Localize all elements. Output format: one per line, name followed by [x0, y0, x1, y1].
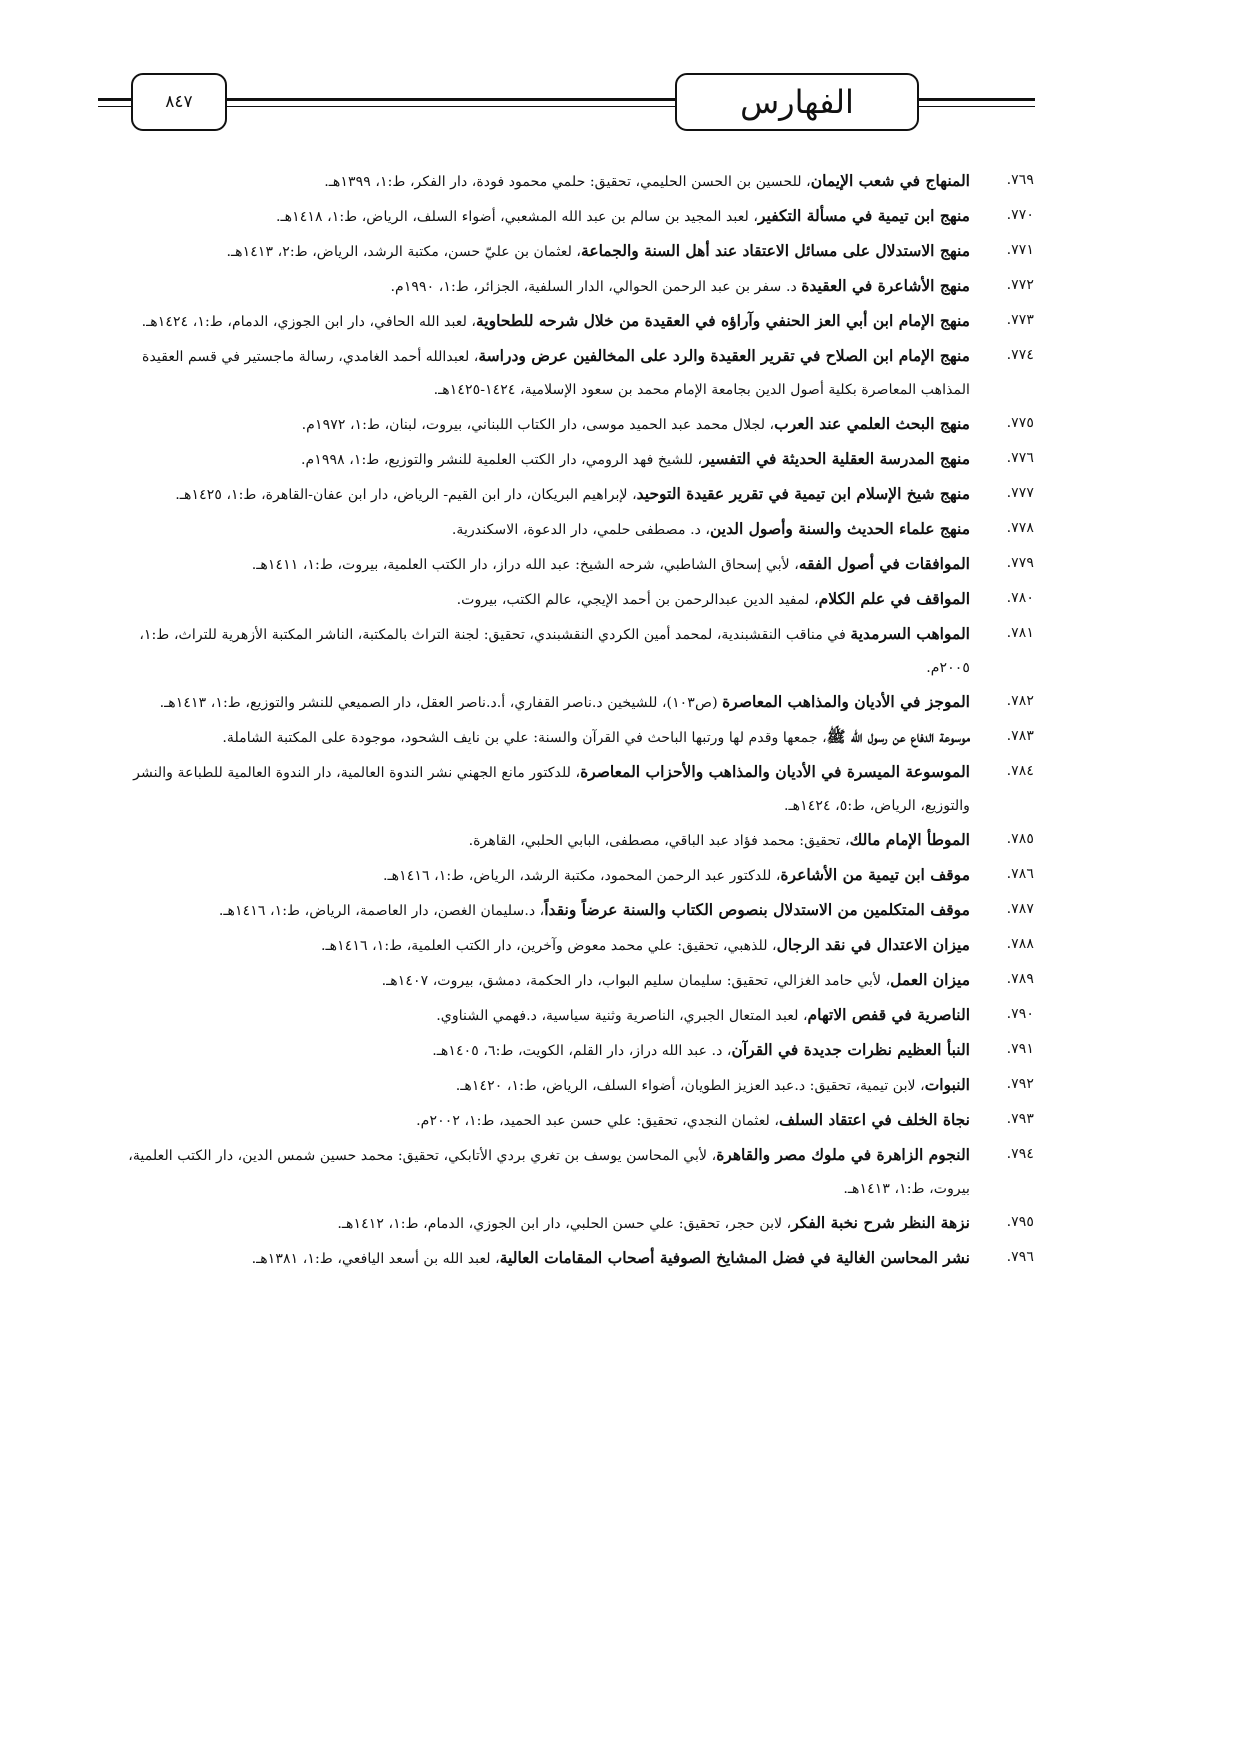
entry-number: ٧٨١. — [1006, 625, 1034, 641]
entry-number: ٧٧٣. — [1006, 312, 1034, 328]
entry-number: ٧٨٠. — [1006, 590, 1034, 606]
entry-details: ، للحسين بن الحسن الحليمي، تحقيق: حلمي محمود فودة، دار الفكر، ط:١، ١٣٩٩هـ. — [324, 174, 811, 190]
entry-details: ، لمفيد الدين عبدالرحمن بن أحمد الإيجي، عالم الكتب، بيروت. — [456, 592, 819, 608]
entry-title: منهج الإمام ابن أبي العز الحنفي وآراؤه في العقيدة من خلال شرحه للطحاوية — [476, 311, 970, 330]
entry-number: ٧٩١. — [1006, 1041, 1034, 1057]
entry-title: نشر المحاسن الغالية في فضل المشايخ الصوفية أصحاب المقامات العالية — [499, 1248, 970, 1267]
entry-number: ٧٨٦. — [1006, 866, 1034, 882]
bibliography-list — [94, 164, 1034, 1276]
entry-details: ، للشيخ فهد الرومي، دار الكتب العلمية للنشر والتوزيع، ط:١، ١٩٩٨م. — [300, 452, 703, 468]
entry-title: المواقف في علم الكلام — [818, 589, 970, 608]
entry-number: ٧٩٥. — [1006, 1214, 1034, 1230]
entry-title: ميزان العمل — [890, 970, 970, 989]
entry-details: ، لعبد الله بن أسعد اليافعي، ط:١، ١٣٨١هـ. — [251, 1251, 500, 1267]
entry-title: منهج ابن تيمية في مسألة التكفير — [757, 206, 970, 225]
entry-details: ، لعبد الله الحافي، دار ابن الجوزي، الدمام، ط:١، ١٤٢٤هـ. — [141, 314, 477, 330]
entry-title: الناصرية في قفص الاتهام — [807, 1005, 970, 1024]
entry-number: ٧٨٧. — [1006, 901, 1034, 917]
entry-details: ، للدكتور عبد الرحمن المحمود، مكتبة الرشد، الرياض، ط:١، ١٤١٦هـ. — [382, 868, 781, 884]
entry-title: موسوعة الدفاع عن رسول الله ﷺ — [826, 727, 970, 746]
entry-number: ٧٧٢. — [1006, 277, 1034, 293]
entry-number: ٧٧٤. — [1006, 347, 1034, 363]
list-item — [94, 582, 1034, 617]
list-item — [94, 1033, 1034, 1068]
entry-title: منهج الاستدلال على مسائل الاعتقاد عند أهل السنة والجماعة — [581, 241, 970, 260]
entry-number: ٧٧٥. — [1006, 415, 1034, 431]
entry-details: ، د. عبد الله دراز، دار القلم، الكويت، ط:٦، ١٤٠٥هـ. — [432, 1043, 732, 1059]
list-item — [94, 1068, 1034, 1103]
entry-number: ٧٨٢. — [1006, 693, 1034, 709]
page-number-box — [131, 73, 227, 131]
entry-title: موقف المتكلمين من الاستدلال بنصوص الكتاب والسنة عرضاً ونقداً — [544, 900, 970, 919]
entry-details: ، لأبي المحاسن يوسف بن تغري بردي الأتابكي، تحقيق: محمد حسين شمس الدين، دار الكتب العلمية، بيروت، ط:١، ١٤١٣هـ. — [128, 1148, 970, 1197]
entry-details: د. سفر بن عبد الرحمن الحوالي، الدار السلفية، الجزائر، ط:١، ١٩٩٠م. — [390, 279, 802, 295]
entry-title: النبأ العظيم نظرات جديدة في القرآن — [731, 1040, 970, 1059]
entry-number: ٧٩٠. — [1006, 1006, 1034, 1022]
list-item — [94, 442, 1034, 477]
entry-details: ، د. مصطفى حلمي، دار الدعوة، الاسكندرية. — [451, 522, 710, 538]
entry-number: ٧٨٥. — [1006, 831, 1034, 847]
entry-details: ، للذهبي، تحقيق: علي محمد معوض وآخرين، دار الكتب العلمية، ط:١، ١٤١٦هـ. — [320, 938, 777, 954]
list-item — [94, 755, 1034, 823]
entry-details: ، لعبد المجيد بن سالم بن عبد الله المشعبي، أضواء السلف، الرياض، ط:١، ١٤١٨هـ. — [275, 209, 758, 225]
entry-details: ، لعبدالله أحمد الغامدي، رسالة ماجستير في قسم العقيدة المذاهب المعاصرة بكلية أصول الدين بجامعة الإمام محمد بن سعود الإسلامية، ١٤٢٤-١٤٢٥هـ. — [142, 349, 970, 398]
list-item — [94, 1241, 1034, 1276]
entry-number: ٧٩٤. — [1006, 1146, 1034, 1162]
entry-title: منهج شيخ الإسلام ابن تيمية في تقرير عقيدة التوحيد — [636, 484, 970, 503]
entry-title: الموسوعة الميسرة في الأديان والمذاهب والأحزاب المعاصرة — [580, 762, 970, 781]
section-title-box — [675, 73, 919, 131]
entry-number: ٧٧١. — [1006, 242, 1034, 258]
list-item — [94, 928, 1034, 963]
entry-title: ميزان الاعتدال في نقد الرجال — [776, 935, 970, 954]
list-item — [94, 407, 1034, 442]
entry-details: ، لأبي إسحاق الشاطبي، شرحه الشيخ: عبد الله دراز، دار الكتب العلمية، بيروت، ط:١، ١٤١١هـ. — [251, 557, 799, 573]
entry-number: ٧٨٣. — [1006, 728, 1034, 744]
entry-title: النبوات — [924, 1075, 970, 1094]
entry-number: ٧٩٣. — [1006, 1111, 1034, 1127]
entry-details: ، جمعها وقدم لها ورتبها الباحث في القرآن والسنة: علي بن نايف الشحود، موجودة على المكتبة الشاملة. — [222, 730, 827, 746]
entry-title: النجوم الزاهرة في ملوك مصر والقاهرة — [716, 1145, 970, 1164]
entry-details: ، لأبي حامد الغزالي، تحقيق: سليمان سليم البواب، دار الحكمة، دمشق، بيروت، ١٤٠٧هـ. — [381, 973, 891, 989]
entry-number: ٧٩٢. — [1006, 1076, 1034, 1092]
section-title: الفهارس — [740, 83, 854, 121]
list-item — [94, 339, 1034, 407]
entry-title: منهج الأشاعرة في العقيدة — [801, 276, 970, 295]
page-number: ٨٤٧ — [165, 92, 193, 112]
list-item — [94, 858, 1034, 893]
list-item — [94, 234, 1034, 269]
entry-details: ، لجلال محمد عبد الحميد موسى، دار الكتاب اللبناني، بيروت، لبنان، ط:١، ١٩٧٢م. — [301, 417, 775, 433]
entry-number: ٧٦٩. — [1006, 172, 1034, 188]
page-header — [0, 70, 1240, 140]
entry-details: (ص١٠٣)، للشيخين د.ناصر القفاري، أ.د.ناصر العقل، دار الصميعي للنشر والتوزيع، ط:١، ١٤١٣هـ. — [159, 695, 723, 711]
entry-title: الموافقات في أصول الفقه — [798, 554, 970, 573]
list-item — [94, 823, 1034, 858]
list-item — [94, 893, 1034, 928]
entry-details: ، للدكتور مانع الجهني نشر الندوة العالمية، دار الندوة العالمية للطباعة والنشر والتوزيع، الرياض، ط:٥، ١٤٢٤هـ. — [133, 765, 970, 814]
entry-title: الموجز في الأديان والمذاهب المعاصرة — [722, 692, 970, 711]
list-item — [94, 547, 1034, 582]
list-item — [94, 963, 1034, 998]
header-rule-right — [919, 98, 1035, 107]
list-item — [94, 269, 1034, 304]
entry-number: ٧٧٨. — [1006, 520, 1034, 536]
list-item — [94, 617, 1034, 685]
header-rule-middle — [227, 98, 675, 107]
entry-details: ، تحقيق: محمد فؤاد عبد الباقي، مصطفى، البابي الحلبي، القاهرة. — [468, 833, 850, 849]
header-rule-left — [98, 98, 131, 107]
entry-details: ، لعثمان النجدي، تحقيق: علي حسن عبد الحميد، ط:١، ٢٠٠٢م. — [416, 1113, 779, 1129]
list-item — [94, 685, 1034, 720]
entry-details: ، لابن حجر، تحقيق: علي حسن الحلبي، دار ابن الجوزي، الدمام، ط:١، ١٤١٢هـ. — [337, 1216, 792, 1232]
entry-details: ، لإبراهيم البريكان، دار ابن القيم- الرياض، دار ابن عفان-القاهرة، ط:١، ١٤٢٥هـ. — [175, 487, 637, 503]
entry-title: المنهاج في شعب الإيمان — [810, 171, 970, 190]
entry-number: ٧٧٩. — [1006, 555, 1034, 571]
entry-number: ٧٨٨. — [1006, 936, 1034, 952]
entry-number: ٧٧٦. — [1006, 450, 1034, 466]
list-item — [94, 720, 1034, 755]
entry-title: الموطأ الإمام مالك — [849, 830, 970, 849]
entry-title: نجاة الخلف في اعتقاد السلف — [778, 1110, 970, 1129]
entry-title: نزهة النظر شرح نخبة الفكر — [791, 1213, 970, 1232]
list-item — [94, 1206, 1034, 1241]
list-item — [94, 304, 1034, 339]
entry-details: في مناقب النقشبندية، لمحمد أمين الكردي النقشبندي، تحقيق: لجنة التراث بالمكتبة، الناشر المكتبة الأزهرية للتراث، ط:١، ٢٠٠٥م. — [139, 627, 970, 676]
entry-title: منهج البحث العلمي عند العرب — [774, 414, 970, 433]
entry-title: منهج علماء الحديث والسنة وأصول الدين — [710, 519, 970, 538]
entry-details: ، لعبد المتعال الجبري، الناصرية وثنية سياسية، د.فهمي الشناوي. — [436, 1008, 808, 1024]
entry-details: ، لعثمان بن عليّ حسن، مكتبة الرشد، الرياض، ط:٢، ١٤١٣هـ. — [226, 244, 582, 260]
list-item — [94, 477, 1034, 512]
list-item — [94, 512, 1034, 547]
list-item — [94, 164, 1034, 199]
entry-title: المواهب السرمدية — [850, 624, 970, 643]
entry-number: ٧٧٠. — [1006, 207, 1034, 223]
list-item — [94, 1103, 1034, 1138]
entry-title: منهج المدرسة العقلية الحديثة في التفسير — [702, 449, 970, 468]
list-item — [94, 199, 1034, 234]
list-item — [94, 998, 1034, 1033]
entry-number: ٧٩٦. — [1006, 1249, 1034, 1265]
entry-number: ٧٧٧. — [1006, 485, 1034, 501]
entry-title: موقف ابن تيمية من الأشاعرة — [780, 865, 970, 884]
list-item — [94, 1138, 1034, 1206]
entry-number: ٧٨٩. — [1006, 971, 1034, 987]
entry-details: ، د.سليمان الغصن، دار العاصمة، الرياض، ط:١، ١٤١٦هـ. — [218, 903, 545, 919]
entry-details: ، لابن تيمية، تحقيق: د.عبد العزيز الطويان، أضواء السلف، الرياض، ط:١، ١٤٢٠هـ. — [455, 1078, 925, 1094]
entry-title: منهج الإمام ابن الصلاح في تقرير العقيدة والرد على المخالفين عرض ودراسة — [478, 346, 970, 365]
entry-number: ٧٨٤. — [1006, 763, 1034, 779]
